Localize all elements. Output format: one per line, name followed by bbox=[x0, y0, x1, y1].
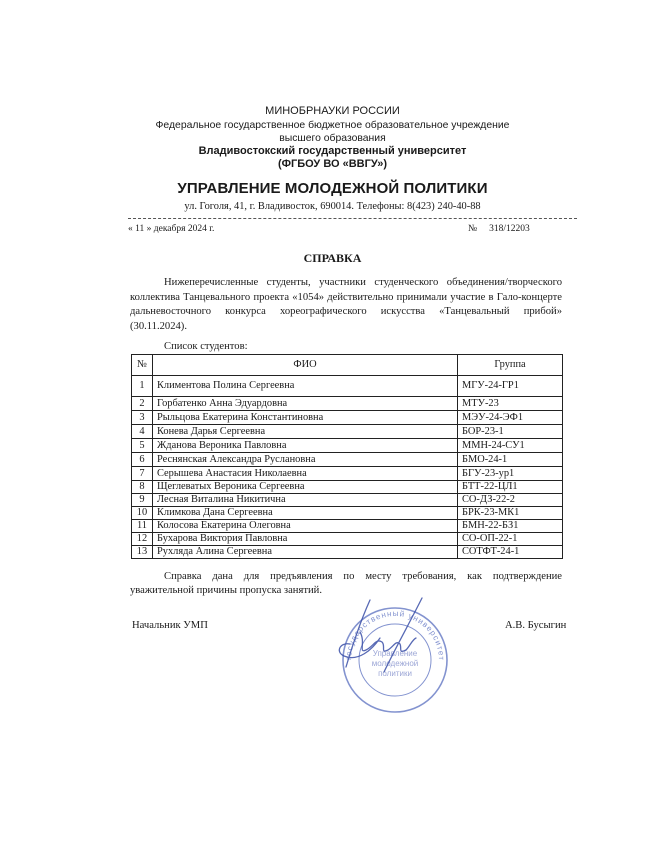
ministry-name: МИНОБРНАУКИ РОССИИ bbox=[265, 105, 400, 117]
row-name: Рыльцова Екатерина Константиновна bbox=[153, 411, 458, 425]
registration-number bbox=[468, 224, 530, 234]
row-number: 4 bbox=[132, 425, 153, 439]
table-row bbox=[132, 546, 563, 559]
institution-type-line1: Федеральное государственное бюджетное образовательное учреждение bbox=[155, 120, 510, 131]
signatory-position: Начальник УМП bbox=[132, 620, 208, 631]
stamp-ring-text: государственный университет bbox=[343, 608, 447, 662]
row-name: Климкова Дана Сергеевна bbox=[153, 507, 458, 520]
students-table bbox=[131, 354, 563, 559]
row-name: Конева Дарья Сергеевна bbox=[153, 425, 458, 439]
list-label: Список студентов: bbox=[164, 341, 248, 352]
university-abbr: (ФГБОУ ВО «ВВГУ») bbox=[277, 158, 388, 170]
row-number: 11 bbox=[132, 520, 153, 533]
stamp-center-line3: политики bbox=[378, 669, 412, 678]
row-number: 2 bbox=[132, 397, 153, 411]
row-group: МТУ-23 bbox=[458, 397, 563, 411]
table-header-row bbox=[132, 355, 563, 376]
table-row bbox=[132, 481, 563, 494]
row-name: Колосова Екатерина Олеговна bbox=[153, 520, 458, 533]
row-group: БРК-23-МК1 bbox=[458, 507, 563, 520]
row-group: СОТФТ-24-1 bbox=[458, 546, 563, 559]
row-group: БМН-22-БЗ1 bbox=[458, 520, 563, 533]
table-row bbox=[132, 520, 563, 533]
row-number: 12 bbox=[132, 533, 153, 546]
header-divider bbox=[128, 218, 577, 219]
row-group: БОР-23-1 bbox=[458, 425, 563, 439]
row-group: СО-ОП-22-1 bbox=[458, 533, 563, 546]
table-row bbox=[132, 376, 563, 397]
table-row bbox=[132, 507, 563, 520]
document-date: « 11 » декабря 2024 г. bbox=[128, 224, 215, 234]
row-name: Горбатенко Анна Эдуардовна bbox=[153, 397, 458, 411]
row-name: Лесная Виталина Никитична bbox=[153, 494, 458, 507]
row-name: Серышева Анастасия Николаевна bbox=[153, 467, 458, 481]
institution-type-line2: высшего образования bbox=[279, 133, 386, 144]
row-name: Климентова Полина Сергеевна bbox=[153, 376, 458, 397]
signatory-name: А.В. Бусыгин bbox=[505, 620, 567, 631]
header-group: Группа bbox=[458, 355, 563, 376]
table-row bbox=[132, 411, 563, 425]
body-paragraph: Нижеперечисленные студенты, участники студенческого объединения/творческого коллектива Танцевального проекта «1054» действительно принимали участие в Гало-концерте дальневосточного конкурса хореографического искусства «Танцевальный прибой» (30.11.2024). bbox=[130, 277, 562, 332]
row-number: 7 bbox=[132, 467, 153, 481]
table-row bbox=[132, 397, 563, 411]
row-number: 9 bbox=[132, 494, 153, 507]
row-number: 10 bbox=[132, 507, 153, 520]
university-name: Владивостокский государственный университет bbox=[198, 145, 467, 157]
row-number: 3 bbox=[132, 411, 153, 425]
row-group: БМО-24-1 bbox=[458, 453, 563, 467]
number-value: 318/12203 bbox=[489, 224, 530, 234]
row-name: Жданова Вероника Павловна bbox=[153, 439, 458, 453]
table-row bbox=[132, 439, 563, 453]
row-name: Реснянская Александра Руслановна bbox=[153, 453, 458, 467]
header-name: ФИО bbox=[153, 355, 458, 376]
stamp-center-line2: молодежной bbox=[371, 659, 419, 668]
table-row bbox=[132, 425, 563, 439]
number-label: № bbox=[468, 224, 478, 234]
official-stamp bbox=[330, 592, 460, 722]
row-name: Рухляда Алина Сергеевна bbox=[153, 546, 458, 559]
row-group: БТТ-22-ЦЛ1 bbox=[458, 481, 563, 494]
row-group: БГУ-23-ур1 bbox=[458, 467, 563, 481]
address-line: ул. Гоголя, 41, г. Владивосток, 690014. Телефоны: 8(423) 240-40-88 bbox=[184, 201, 481, 212]
header-number: № bbox=[132, 355, 153, 376]
row-group: МЭУ-24-ЭФ1 bbox=[458, 411, 563, 425]
row-number: 8 bbox=[132, 481, 153, 494]
row-number: 13 bbox=[132, 546, 153, 559]
row-number: 6 bbox=[132, 453, 153, 467]
row-group: МГУ-24-ГР1 bbox=[458, 376, 563, 397]
row-name: Щеглеватых Вероника Сергеевна bbox=[153, 481, 458, 494]
document-title: СПРАВКА bbox=[303, 251, 362, 265]
stamp-center-line1: Управление bbox=[372, 649, 418, 658]
table-row bbox=[132, 467, 563, 481]
row-number: 5 bbox=[132, 439, 153, 453]
table-row bbox=[132, 533, 563, 546]
closing-paragraph: Справка дана для предъявления по месту требования, как подтверждение уважительной причины пропуска занятий. bbox=[130, 571, 562, 596]
row-group: СО-ДЗ-22-2 bbox=[458, 494, 563, 507]
department-name: УПРАВЛЕНИЕ МОЛОДЕЖНОЙ ПОЛИТИКИ bbox=[177, 180, 488, 197]
stamp-seal-icon bbox=[330, 592, 460, 722]
table-row bbox=[132, 453, 563, 467]
row-name: Бухарова Виктория Павловна bbox=[153, 533, 458, 546]
table-row bbox=[132, 494, 563, 507]
row-number: 1 bbox=[132, 376, 153, 397]
row-group: ММН-24-СУ1 bbox=[458, 439, 563, 453]
